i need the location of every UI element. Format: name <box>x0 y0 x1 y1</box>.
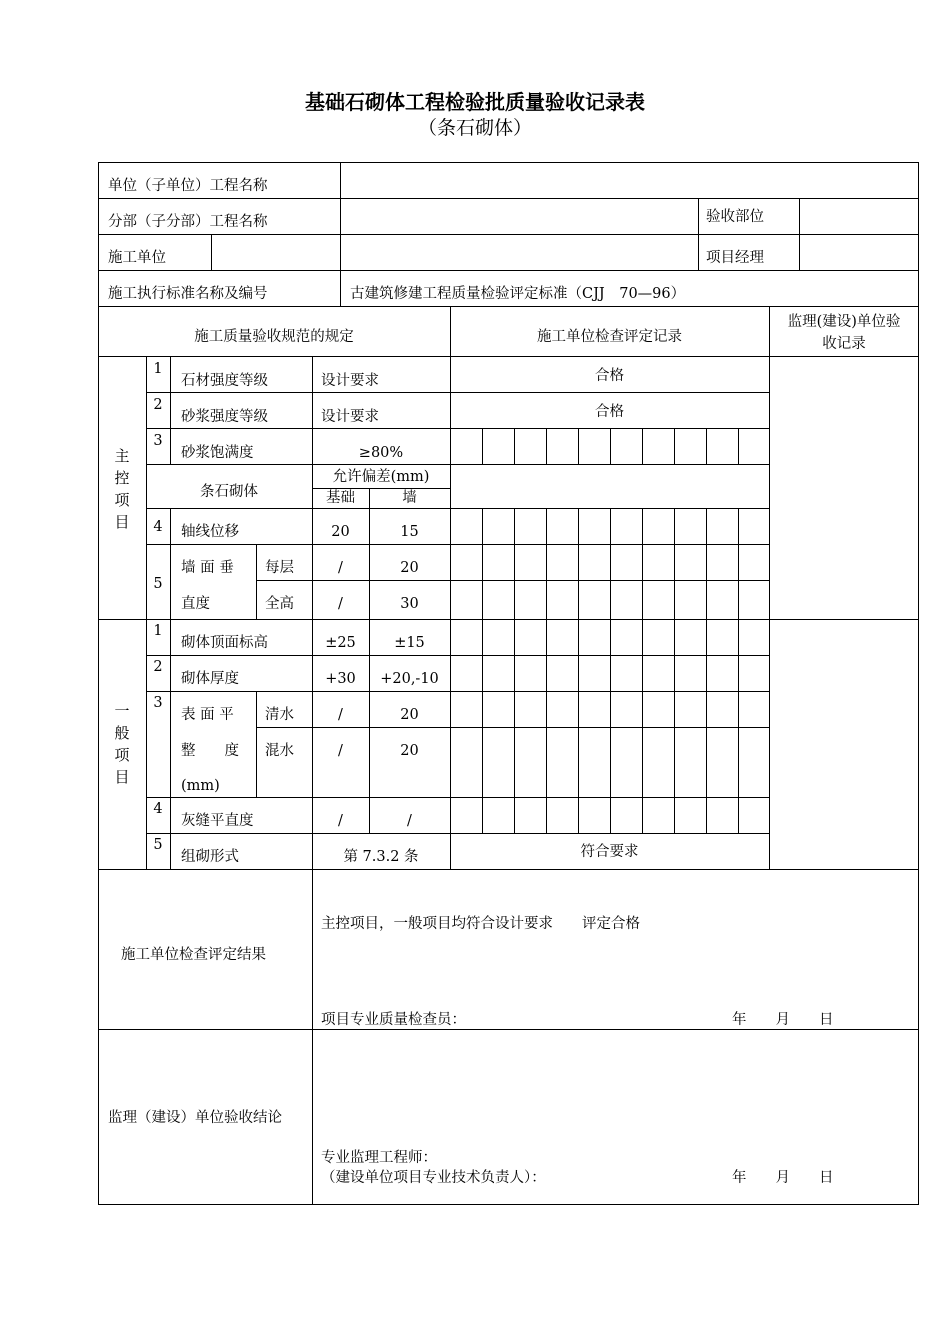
item-name-2: 整 度 <box>181 743 239 759</box>
construction-unit-label: 施工单位 <box>108 250 166 266</box>
item-name-2: 直度 <box>181 596 210 612</box>
item-number: 1 <box>153 361 163 377</box>
measurement-grid-line <box>546 508 547 619</box>
row-line <box>146 797 769 798</box>
measurement-grid-line <box>482 508 483 619</box>
row-line <box>256 727 769 728</box>
item-number: 4 <box>153 519 163 535</box>
col-line <box>340 162 341 306</box>
measurement-grid-line <box>482 428 483 464</box>
supervision-column-header-2: 收记录 <box>822 336 866 352</box>
document-subtitle: （条石砌体） <box>417 117 532 139</box>
unit-project-label: 单位（子单位）工程名称 <box>108 178 268 194</box>
construction-result-text: 主控项目，一般项目均符合设计要求 评定合格 <box>321 916 640 932</box>
col-line <box>170 356 171 464</box>
row-line <box>98 234 919 235</box>
col-line <box>312 869 313 1205</box>
col-line <box>312 356 313 869</box>
measurement-grid-line <box>674 619 675 833</box>
row-line <box>146 544 769 545</box>
foundation-value: / <box>338 743 343 759</box>
standard-label: 施工执行标准名称及编号 <box>108 286 268 302</box>
item-number: 5 <box>153 576 163 592</box>
row-line <box>146 464 769 465</box>
item-result: 符合要求 <box>580 844 639 860</box>
general-group-label: 一 般 项 目 <box>114 702 130 786</box>
col-line <box>170 508 171 869</box>
row-line <box>256 580 769 581</box>
col-line <box>799 198 800 270</box>
table-border-left <box>98 162 99 1205</box>
measurement-grid-line <box>578 508 579 619</box>
spec-column-header: 施工质量验收规范的规定 <box>194 329 354 345</box>
project-manager-label: 项目经理 <box>706 250 764 266</box>
item-name: 砂浆强度等级 <box>181 409 268 425</box>
project-manager-field[interactable] <box>801 236 916 268</box>
item-name: 砌体厚度 <box>181 671 239 687</box>
construction-result-label: 施工单位检查评定结果 <box>121 947 266 963</box>
row-line <box>146 508 769 509</box>
row-line <box>146 833 769 834</box>
supervision-record-main[interactable] <box>771 358 917 617</box>
col-line <box>256 691 257 797</box>
owner-technical-lead-signature: （建设单位项目专业技术负责人）： <box>321 1170 546 1186</box>
measurement-grid-line <box>642 508 643 619</box>
foundation-value: +30 <box>325 671 356 687</box>
supervision-conclusion-label: 监理（建设）单位验收结论 <box>108 1110 282 1126</box>
acceptance-part-field[interactable] <box>801 200 916 232</box>
row-line <box>98 1029 919 1030</box>
row-line <box>146 392 769 393</box>
main-control-group-label: 主 控 项 目 <box>114 447 130 531</box>
col-line <box>211 234 212 270</box>
col-line <box>450 306 451 869</box>
row-line <box>98 869 919 870</box>
measurement-grid-line <box>610 428 611 464</box>
document-title: 基础石砌体工程检验批质量验收记录表 <box>305 90 645 114</box>
row-line <box>146 691 769 692</box>
sub-item: 全高 <box>265 596 294 612</box>
foundation-value: ±25 <box>325 635 356 651</box>
col-line <box>698 198 699 270</box>
wall-value: 20 <box>400 707 419 723</box>
foundation-value: / <box>338 813 343 829</box>
measurement-grid-line <box>738 428 739 464</box>
measurement-grid-line <box>610 508 611 619</box>
item-result: 合格 <box>595 404 624 420</box>
inspection-date: 年 月 日 <box>732 1012 834 1028</box>
item-number: 3 <box>153 695 163 711</box>
item-name: 石材强度等级 <box>181 373 268 389</box>
wall-value: +20,-10 <box>380 671 439 687</box>
item-requirement: 设计要求 <box>321 373 379 389</box>
measurement-grid-line <box>482 619 483 833</box>
supervision-column-header: 监理(建设)单位验 <box>787 314 901 330</box>
wall-value: ±15 <box>394 635 425 651</box>
measurement-grid-line <box>706 619 707 833</box>
item-number: 5 <box>153 837 163 853</box>
measurement-grid-line <box>514 428 515 464</box>
supervision-engineer-signature: 专业监理工程师： <box>321 1150 437 1166</box>
item-name: 轴线位移 <box>181 524 239 540</box>
measurement-grid-line <box>706 508 707 619</box>
supervision-date: 年 月 日 <box>732 1170 834 1186</box>
measurement-grid-line <box>546 428 547 464</box>
supervision-record-general[interactable] <box>771 621 917 867</box>
item-number: 1 <box>153 623 163 639</box>
sub-item: 混水 <box>265 743 294 759</box>
measurement-grid-line <box>610 619 611 833</box>
sub-item: 清水 <box>265 707 294 723</box>
foundation-value: / <box>338 560 343 576</box>
item-requirement: ≥80% <box>358 445 404 461</box>
item-name: 表 面 平 <box>181 707 234 723</box>
measurement-grid-line <box>546 619 547 833</box>
construction-unit-field[interactable] <box>213 236 696 268</box>
item-number: 2 <box>153 659 163 675</box>
table-border-top <box>98 162 919 163</box>
item-number: 2 <box>153 397 163 413</box>
wall-value: 30 <box>400 596 419 612</box>
sub-project-field[interactable] <box>342 200 696 232</box>
row-line <box>98 619 919 620</box>
row-line <box>146 655 769 656</box>
unit-project-field[interactable] <box>342 164 916 196</box>
col-line <box>256 544 257 619</box>
item-name: 砂浆饱满度 <box>181 445 254 461</box>
col-line <box>769 306 770 869</box>
wall-value: 15 <box>400 524 419 540</box>
foundation-value: / <box>338 707 343 723</box>
item-name: 砌体顶面标高 <box>181 635 268 651</box>
foundation-header: 基础 <box>326 490 355 506</box>
row-line <box>98 198 919 199</box>
measurement-grid-line <box>738 619 739 833</box>
item-requirement: 第 7.3.2 条 <box>343 849 419 865</box>
foundation-value: / <box>338 596 343 612</box>
measurement-grid-line <box>578 428 579 464</box>
row-line <box>312 488 450 489</box>
measurement-grid-line <box>514 508 515 619</box>
item-name: 组砌形式 <box>181 849 239 865</box>
sub-project-label: 分部（子分部）工程名称 <box>108 214 268 230</box>
measurement-grid-line <box>706 428 707 464</box>
deviation-category: 条石砌体 <box>200 484 258 500</box>
table-border-bottom <box>98 1204 919 1205</box>
item-result: 合格 <box>595 368 624 384</box>
row-line <box>146 428 769 429</box>
inspector-signature: 项目专业质量检查员： <box>321 1012 466 1028</box>
row-line <box>98 270 919 271</box>
item-number: 4 <box>153 801 163 817</box>
wall-value: 20 <box>400 743 419 759</box>
row-line <box>98 306 919 307</box>
item-name-3: (mm) <box>181 778 220 794</box>
measurement-grid-line <box>642 428 643 464</box>
measurement-grid-line <box>674 428 675 464</box>
wall-value: / <box>407 813 412 829</box>
standard-value: 古建筑修建工程质量检验评定标准（CJJ 70—96） <box>350 286 686 302</box>
wall-value: 20 <box>400 560 419 576</box>
item-number: 3 <box>153 433 163 449</box>
wall-header: 墙 <box>402 490 417 506</box>
foundation-value: 20 <box>331 524 350 540</box>
check-column-header: 施工单位检查评定记录 <box>537 329 682 345</box>
measurement-grid-line <box>514 619 515 833</box>
measurement-grid-line <box>642 619 643 833</box>
row-line <box>98 356 919 357</box>
measurement-grid-line <box>578 619 579 833</box>
item-name: 墙 面 垂 <box>181 560 234 576</box>
sub-item: 每层 <box>265 560 294 576</box>
item-requirement: 设计要求 <box>321 409 379 425</box>
measurement-grid-line <box>738 508 739 619</box>
measurement-grid-line <box>674 508 675 619</box>
col-line <box>369 619 370 833</box>
allowed-deviation-header: 允许偏差(mm) <box>332 469 430 485</box>
acceptance-part-label: 验收部位 <box>706 209 764 225</box>
item-name: 灰缝平直度 <box>181 813 254 829</box>
